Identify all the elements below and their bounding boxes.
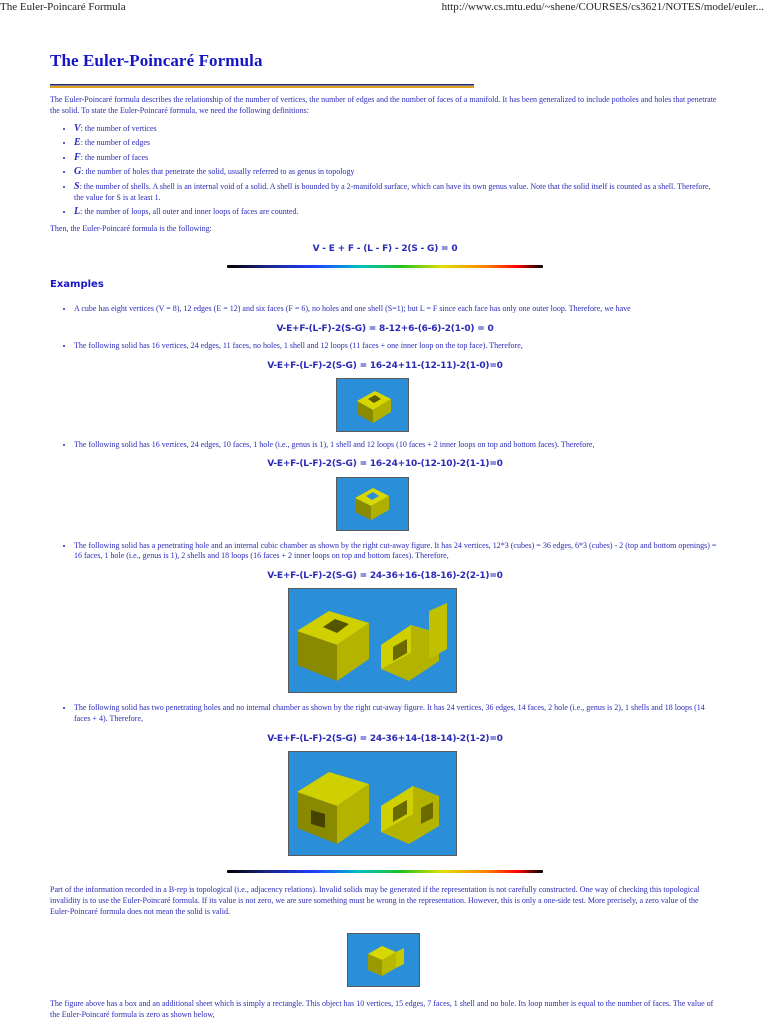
- solid-figure: [336, 477, 409, 531]
- solid-with-hole-image: [337, 478, 408, 530]
- definition-item: • S: the number of shells. A shell is an internal void of a solid. A shell is bounded by a 2-manifold surface, which can have its own genus value. Note that the solid itself is counted as a shell. Therefore, the value for S is at least 1.: [74, 180, 720, 204]
- example-formula: V-E+F-(L-F)-2(S-G) = 8-12+6-(6-6)-2(1-0) = 0: [276, 323, 494, 334]
- solid-figure: [336, 378, 409, 432]
- example-formula: V-E+F-(L-F)-2(S-G) = 24-36+16-(18-16)-2(2-1)=0: [267, 571, 503, 582]
- page-title: The Euler-Poincaré Formula: [50, 51, 263, 70]
- invalid-paragraph: Part of the information recorded in a B-rep is topological (i.e., adjacency relations). Invalid solids may be generated if the representation is not carefully constructed. One way of checking this topological invalidity is to use the Euler-Poincaré formula. If its value is not zero, we are sure something must be wrong in the representation. However, this is only a one-side test. More precisely, a zero value of the Euler-Poincaré formula does not mean the solid is valid.: [50, 885, 700, 916]
- definition-item: • L: the number of loops, all outer and inner loops of faces are counted.: [74, 205, 720, 219]
- example-item: [74, 541, 720, 694]
- example-text: A cube has eight vertices (V = 8), 12 edges (E = 12) and six faces (F = 6), no holes and one shell (S=1); but L = F since each face has only one outer loop. Therefore, we have: [74, 303, 631, 313]
- example-text: The following solid has 16 vertices, 24 edges, 10 faces, 1 hole (i.e., genus is 1), 1 shell and 12 loops (10 faces + 2 inner loops on top and bottom faces). Therefore,: [74, 439, 595, 449]
- definition-item: • E: the number of edges: [74, 136, 720, 150]
- solid-figure: [288, 751, 457, 856]
- solid-with-chamber-image: [289, 589, 456, 692]
- solid-with-two-holes-image: [289, 752, 456, 855]
- page-header: [0, 0, 768, 16]
- spectrum-divider: [227, 265, 543, 268]
- examples-heading: Examples: [50, 279, 104, 291]
- definition-item: • G: the number of holes that penetrate the solid, usually referred to as genus in topology: [74, 165, 720, 179]
- then-text: Then, the Euler-Poincaré formula is the following:: [50, 224, 212, 234]
- solid-figure: [288, 588, 457, 693]
- spectrum-divider: [227, 870, 543, 873]
- example-item: [74, 440, 720, 531]
- example-item: [74, 341, 720, 432]
- example-formula: V-E+F-(L-F)-2(S-G) = 16-24+10-(12-10)-2(1-1)=0: [267, 459, 503, 470]
- example-text: The following solid has a penetrating hole and an internal cubic chamber as shown by the right cut-away figure. It has 24 vertices, 12*3 (cubes) = 36 edges, 6*3 (cubes) - 2 (top and bottom openings) = 16 faces, 1 hole (i.e., genus is 1), 2 shells and 18 loops (16 faces + 2 inner loops on top and bottom faces). Therefore,: [74, 540, 717, 561]
- definitions-list: [50, 122, 720, 219]
- box-paragraph: The figure above has a box and an additional sheet which is simply a rectangle. This object has 10 vertices, 15 edges, 7 faces, 1 shell and no hole. Its loop number is equal to the number of faces. The value of the Euler-Poincaré formula is zero as shown below,: [50, 999, 714, 1020]
- main-formula: V - E + F - (L - F) - 2(S - G) = 0: [312, 244, 458, 255]
- title-rule: [50, 84, 474, 88]
- box-with-sheet-image: [348, 934, 419, 986]
- box-sheet-figure: [347, 933, 420, 987]
- example-formula: V-E+F-(L-F)-2(S-G) = 16-24+11-(12-11)-2(1-0)=0: [267, 360, 503, 371]
- header-title: The Euler-Poincaré Formula: [0, 1, 126, 13]
- example-item: [74, 304, 720, 335]
- definition-item: • V: the number of vertices: [74, 122, 720, 136]
- example-text: The following solid has 16 vertices, 24 edges, 11 faces, no holes, 1 shell and 12 loops (11 faces + one inner loop on the top face). Therefore,: [74, 340, 523, 350]
- example-formula: V-E+F-(L-F)-2(S-G) = 24-36+14-(18-14)-2(1-2)=0: [267, 733, 503, 744]
- document-body: [50, 50, 720, 1021]
- definition-item: • F: the number of faces: [74, 151, 720, 165]
- intro-paragraph: The Euler-Poincaré formula describes the relationship of the number of vertices, the number of edges and the number of faces of a manifold. It has been generalized to include potholes and holes that penetrate the solid. To state the Euler-Poincaré formula, we need the following definitions:: [50, 94, 717, 115]
- example-item: [74, 703, 720, 856]
- header-url[interactable]: http://www.cs.mtu.edu/~shene/COURSES/cs3621/NOTES/model/euler...: [441, 1, 764, 13]
- examples-list: [50, 304, 720, 856]
- example-text: The following solid has two penetrating holes and no internal chamber as shown by the right cut-away figure. It has 24 vertices, 36 edges, 14 faces, 2 hole (i.e., genus is 2), 1 shells and 18 loops (14 faces + 4). Therefore,: [74, 703, 705, 724]
- solid-with-pothole-image: [337, 379, 408, 431]
